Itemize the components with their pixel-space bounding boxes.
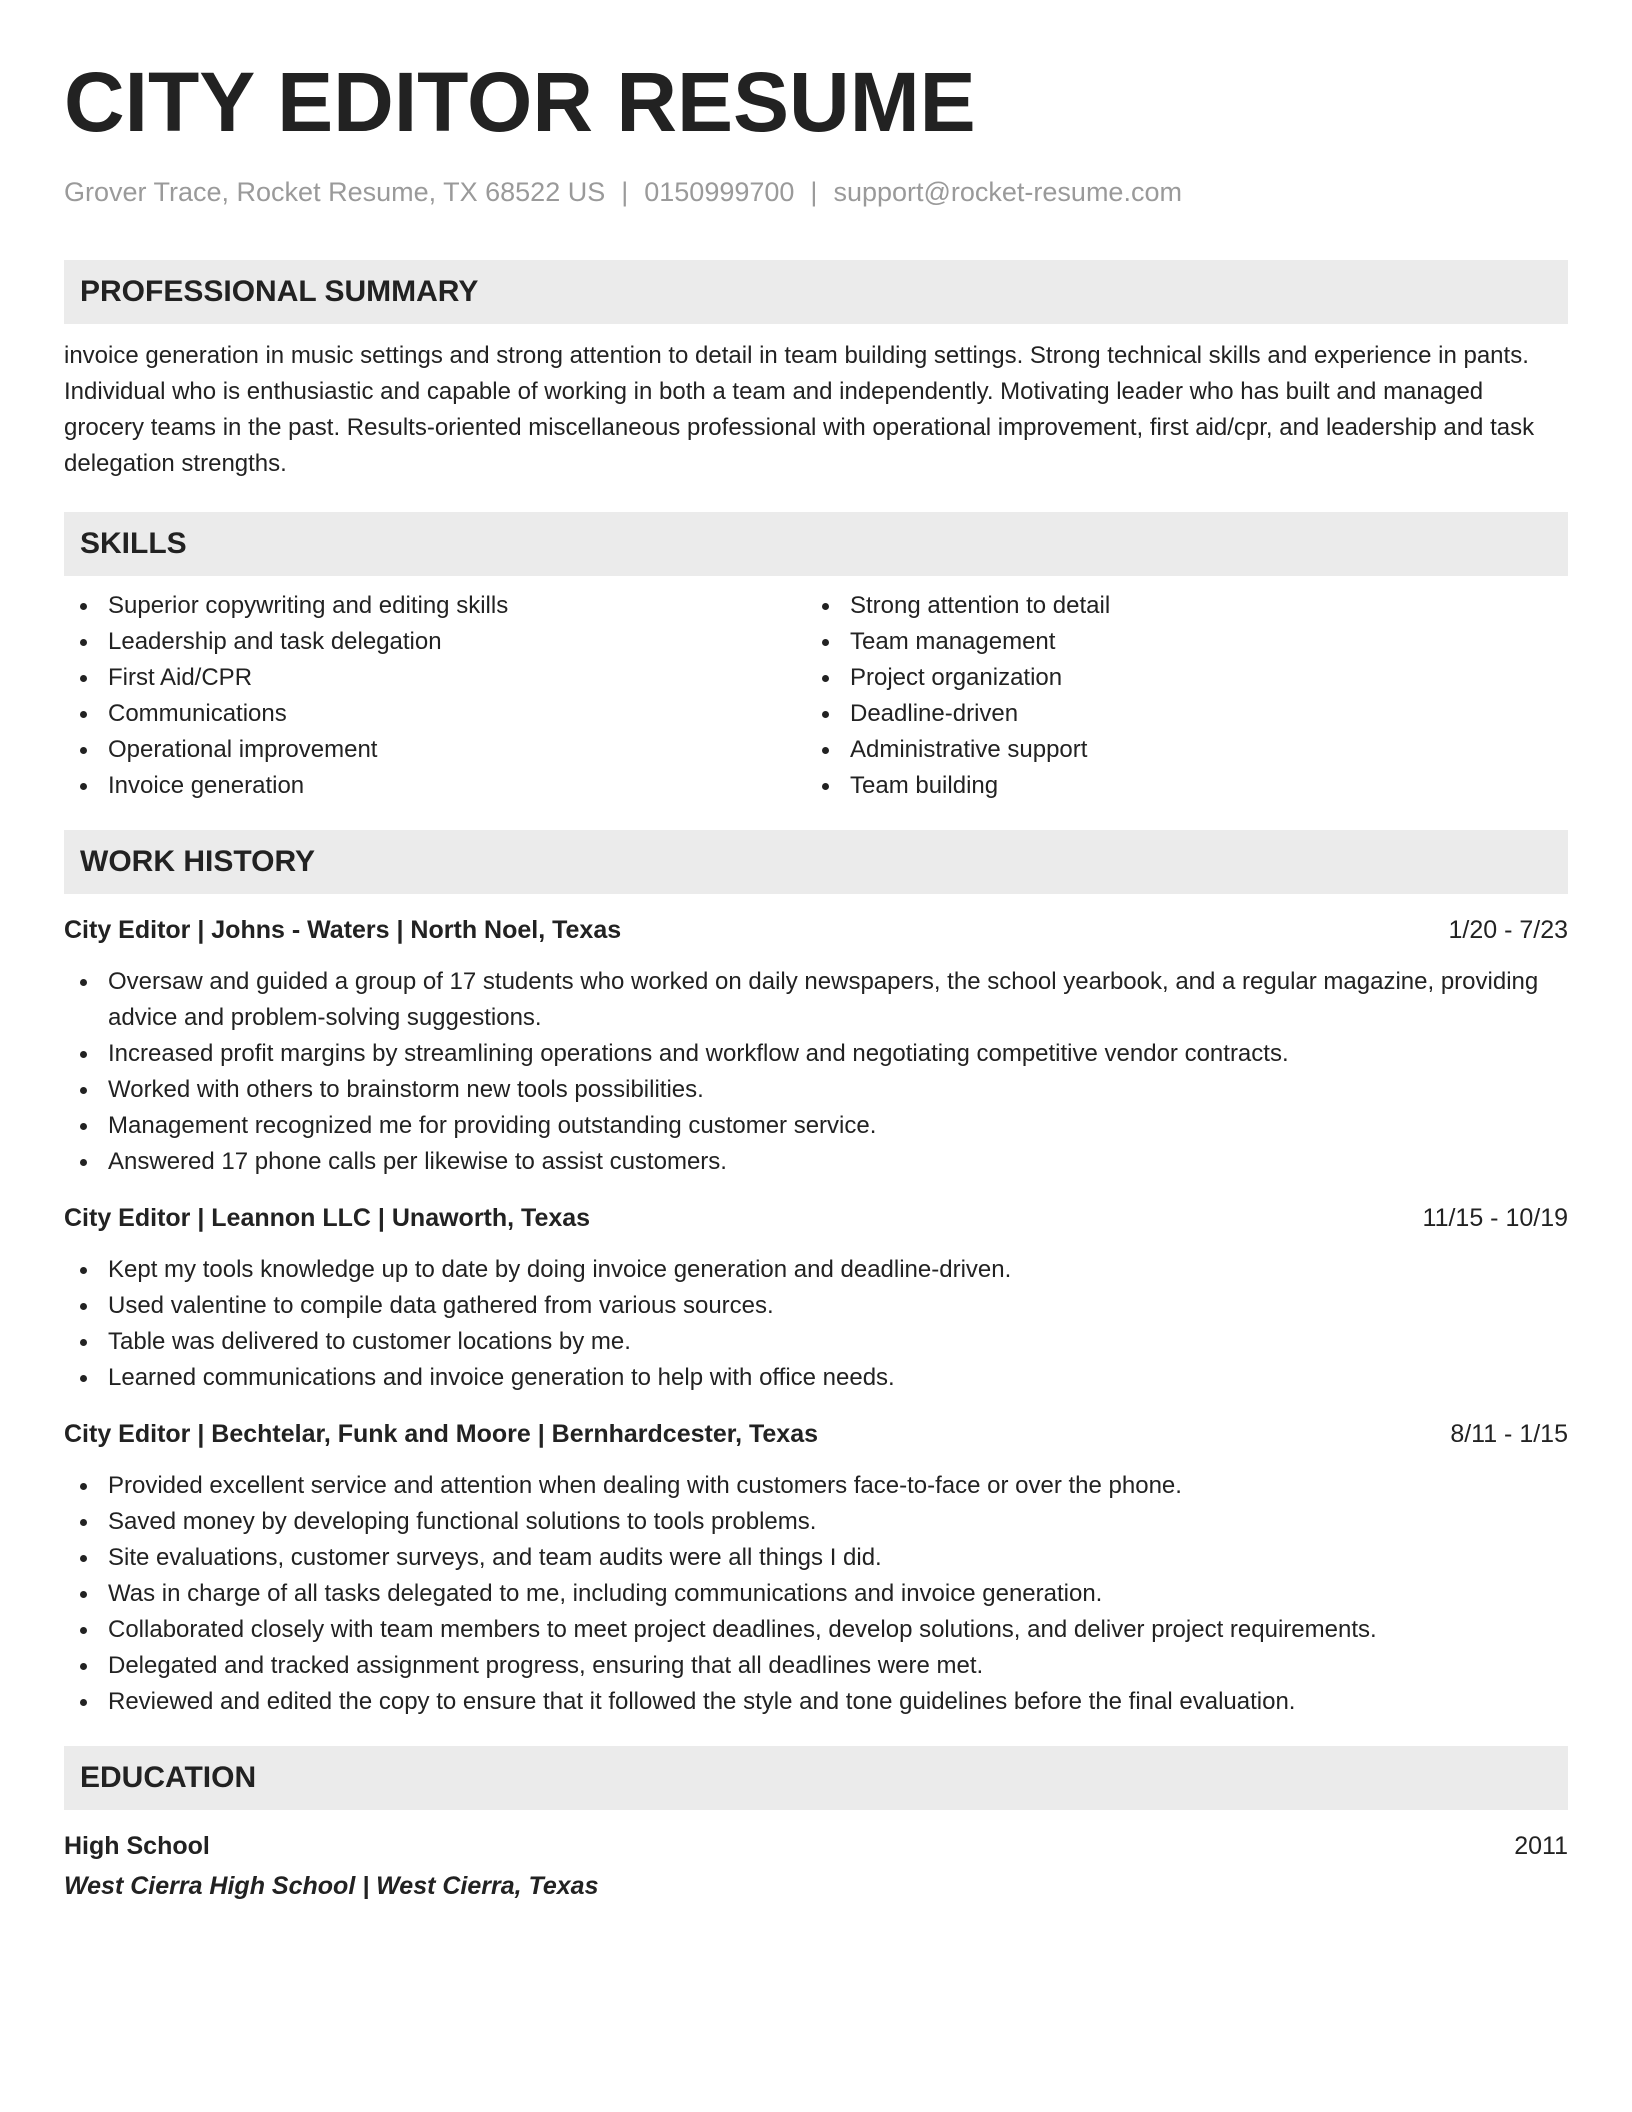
job-bullet bbox=[64, 1288, 1568, 1324]
bullet-dot bbox=[822, 747, 829, 754]
skill-text: Communications bbox=[108, 700, 287, 727]
bullet-dot bbox=[80, 1267, 87, 1274]
skill-text: Deadline-driven bbox=[850, 700, 1019, 727]
job-bullet-text: Used valentine to compile data gathered from various sources. bbox=[108, 1292, 774, 1319]
education-header bbox=[64, 1828, 1568, 1864]
bullet-dot bbox=[80, 747, 87, 754]
bullet-dot bbox=[80, 1591, 87, 1598]
bullet-dot bbox=[80, 783, 87, 790]
job-bullet bbox=[64, 1468, 1568, 1504]
skill-item bbox=[64, 660, 806, 696]
job-bullet bbox=[64, 1036, 1568, 1072]
bullet-dot bbox=[822, 711, 829, 718]
bullet-dot bbox=[822, 603, 829, 610]
bullet-dot bbox=[80, 639, 87, 646]
job-bullet bbox=[64, 1576, 1568, 1612]
skill-item bbox=[64, 624, 806, 660]
skill-item bbox=[806, 588, 1548, 624]
job-bullet bbox=[64, 1540, 1568, 1576]
job-bullet bbox=[64, 964, 1568, 1036]
bullet-dot bbox=[80, 1699, 87, 1706]
job-bullet-text: Learned communications and invoice generation to help with office needs. bbox=[108, 1364, 895, 1391]
skill-text: Team building bbox=[850, 772, 999, 799]
job-entry bbox=[64, 1200, 1568, 1396]
job-dates: 11/15 - 10/19 bbox=[1422, 1204, 1568, 1232]
contact-email: support@rocket-resume.com bbox=[833, 177, 1182, 207]
skill-text: Project organization bbox=[850, 664, 1063, 691]
skill-text: Team management bbox=[850, 628, 1056, 655]
skills-grid bbox=[64, 588, 1568, 804]
skills-column-right bbox=[806, 588, 1548, 804]
job-bullet bbox=[64, 1504, 1568, 1540]
bullet-dot bbox=[80, 1627, 87, 1634]
bullet-dot bbox=[822, 639, 829, 646]
skill-text: Strong attention to detail bbox=[850, 592, 1111, 619]
skill-item bbox=[806, 696, 1548, 732]
bullet-dot bbox=[80, 711, 87, 718]
bullet-dot bbox=[80, 1051, 87, 1058]
section-heading-work-history: WORK HISTORY bbox=[64, 830, 1568, 894]
skill-item bbox=[806, 768, 1548, 804]
bullet-dot bbox=[80, 675, 87, 682]
bullet-dot bbox=[80, 1663, 87, 1670]
bullet-dot bbox=[822, 675, 829, 682]
contact-phone: 0150999700 bbox=[644, 177, 795, 207]
skill-text: Invoice generation bbox=[108, 772, 305, 799]
job-bullet-text: Table was delivered to customer locations by me. bbox=[108, 1328, 631, 1355]
bullet-dot bbox=[80, 1339, 87, 1346]
skill-text: Leadership and task delegation bbox=[108, 628, 442, 655]
job-bullet bbox=[64, 1072, 1568, 1108]
job-bullet-text: Worked with others to brainstorm new tools possibilities. bbox=[108, 1076, 704, 1103]
bullet-dot bbox=[80, 603, 87, 610]
job-bullet-text: Increased profit margins by streamlining operations and workflow and negotiating competitive vendor contracts. bbox=[108, 1040, 1289, 1067]
job-bullet-text: Was in charge of all tasks delegated to me, including communications and invoice generation. bbox=[108, 1580, 1103, 1607]
job-title: City Editor | Leannon LLC | Unaworth, Texas bbox=[64, 1204, 591, 1232]
job-bullets bbox=[64, 1252, 1568, 1396]
job-dates: 1/20 - 7/23 bbox=[1448, 916, 1568, 944]
skill-item bbox=[806, 732, 1548, 768]
skill-item bbox=[806, 660, 1548, 696]
bullet-dot bbox=[80, 1375, 87, 1382]
job-header bbox=[64, 912, 1568, 948]
job-bullet bbox=[64, 1252, 1568, 1288]
skill-item bbox=[64, 732, 806, 768]
summary-paragraph: invoice generation in music settings and strong attention to detail in team building settings. Strong technical skills and experience in pants. Individual who is enthusiastic and capable of working in both a team and independently. Motivating leader who has built and managed grocery teams in the past. Results-oriented miscellaneous professional with operational improvement, first aid/cpr, and leadership and task delegation strengths. bbox=[64, 342, 1535, 477]
education-degree: High School bbox=[64, 1832, 210, 1860]
bullet-dot bbox=[822, 783, 829, 790]
skill-item bbox=[806, 624, 1548, 660]
job-bullets bbox=[64, 1468, 1568, 1720]
contact-separator: | bbox=[810, 177, 818, 207]
bullet-dot bbox=[80, 1087, 87, 1094]
education-school: West Cierra High School | West Cierra, Texas bbox=[64, 1872, 599, 1900]
job-bullet-text: Delegated and tracked assignment progress, ensuring that all deadlines were met. bbox=[108, 1652, 984, 1679]
bullet-dot bbox=[80, 979, 87, 986]
bullet-dot bbox=[80, 1483, 87, 1490]
job-bullet-text: Site evaluations, customer surveys, and team audits were all things I did. bbox=[108, 1544, 882, 1571]
job-bullet-text: Collaborated closely with team members to meet project deadlines, develop solutions, and deliver project requirements. bbox=[108, 1616, 1377, 1643]
job-bullet bbox=[64, 1324, 1568, 1360]
skill-text: Operational improvement bbox=[108, 736, 378, 763]
skill-text: Superior copywriting and editing skills bbox=[108, 592, 509, 619]
job-bullet-text: Provided excellent service and attention when dealing with customers face-to-face or over the phone. bbox=[108, 1472, 1182, 1499]
resume-page bbox=[64, 52, 1568, 1904]
bullet-dot bbox=[80, 1123, 87, 1130]
job-bullet bbox=[64, 1684, 1568, 1720]
job-title: City Editor | Johns - Waters | North Noel, Texas bbox=[64, 916, 622, 944]
job-bullets bbox=[64, 964, 1568, 1180]
resume-title: CITY EDITOR RESUME bbox=[64, 55, 976, 149]
skill-item bbox=[64, 588, 806, 624]
bullet-dot bbox=[80, 1303, 87, 1310]
education-year: 2011 bbox=[1514, 1832, 1568, 1860]
contact-separator: | bbox=[621, 177, 629, 207]
contact-line bbox=[64, 174, 1568, 210]
skill-text: First Aid/CPR bbox=[108, 664, 253, 691]
job-bullet bbox=[64, 1648, 1568, 1684]
job-entry bbox=[64, 912, 1568, 1180]
job-bullet-text: Oversaw and guided a group of 17 students who worked on daily newspapers, the school yearbook, and a regular magazine, providing advice and problem-solving suggestions. bbox=[108, 968, 1539, 1031]
job-bullet-text: Answered 17 phone calls per likewise to assist customers. bbox=[108, 1148, 727, 1175]
bullet-dot bbox=[80, 1519, 87, 1526]
job-bullet-text: Kept my tools knowledge up to date by doing invoice generation and deadline-driven. bbox=[108, 1256, 1012, 1283]
job-bullet-text: Reviewed and edited the copy to ensure that it followed the style and tone guidelines before the final evaluation. bbox=[108, 1688, 1296, 1715]
job-title: City Editor | Bechtelar, Funk and Moore | Bernhardcester, Texas bbox=[64, 1420, 819, 1448]
job-header bbox=[64, 1416, 1568, 1452]
job-bullet bbox=[64, 1144, 1568, 1180]
contact-address: Grover Trace, Rocket Resume, TX 68522 US bbox=[64, 177, 606, 207]
job-bullet bbox=[64, 1108, 1568, 1144]
job-entry bbox=[64, 1416, 1568, 1720]
skill-item bbox=[64, 696, 806, 732]
skills-column-left bbox=[64, 588, 806, 804]
job-bullet-text: Management recognized me for providing outstanding customer service. bbox=[108, 1112, 877, 1139]
section-heading-education: EDUCATION bbox=[64, 1746, 1568, 1810]
job-bullet-text: Saved money by developing functional solutions to tools problems. bbox=[108, 1508, 817, 1535]
job-dates: 8/11 - 1/15 bbox=[1450, 1420, 1568, 1448]
skill-item bbox=[64, 768, 806, 804]
section-heading-summary: PROFESSIONAL SUMMARY bbox=[64, 260, 1568, 324]
job-bullet bbox=[64, 1360, 1568, 1396]
skill-text: Administrative support bbox=[850, 736, 1088, 763]
section-heading-skills: SKILLS bbox=[64, 512, 1568, 576]
job-bullet bbox=[64, 1612, 1568, 1648]
bullet-dot bbox=[80, 1555, 87, 1562]
job-header bbox=[64, 1200, 1568, 1236]
bullet-dot bbox=[80, 1159, 87, 1166]
